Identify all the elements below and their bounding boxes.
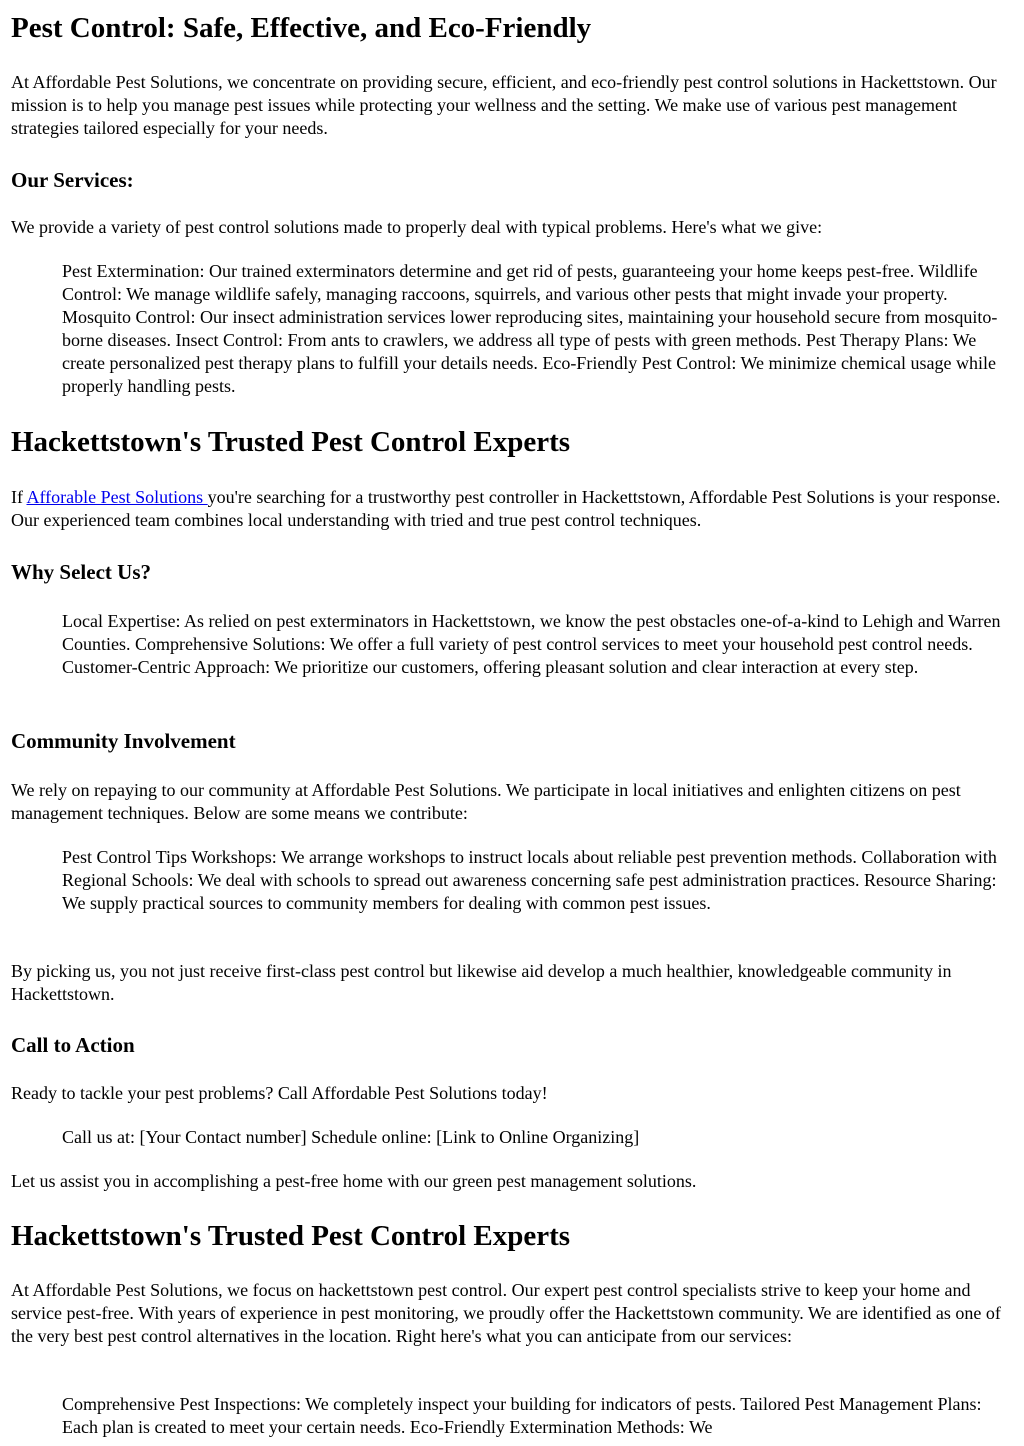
intro-paragraph: At Affordable Pest Solutions, we concentrate on providing secure, efficient, and eco-friendly pest control solutions in Hackettstown. Our mission is to help you manage pest issues while protecting your wellness and the setting. We make use of various pest management strategies tailored especially for your needs. (11, 72, 997, 138)
experts-paragraph-2: At Affordable Pest Solutions, we focus on hackettstown pest control. Our expert pest control specialists strive to keep your home and service pest-free. With years of experience in pest monitoring, we proudly offer the Hackettstown community. We are identified as one of the very best pest control alternatives in the location. Right here's what you can anticipate from our services: (11, 1280, 1001, 1346)
experts-rest: you're searching for a trustworthy pest controller in Hackettstown, Affordable Pest Solutions is your response. Our experienced team combines local understanding with tried and true pest control techniques. (11, 487, 1001, 530)
community-heading: Community Involvement (11, 729, 236, 753)
affordable-pest-solutions-link[interactable]: Afforable Pest Solutions (26, 487, 208, 507)
cta-outro: Let us assist you in accomplishing a pest-free home with our green pest management solutions. (11, 1171, 697, 1191)
experts-heading-2: Hackettstown's Trusted Pest Control Experts (11, 1220, 571, 1252)
community-outro: By picking us, you not just receive first-class pest control but likewise aid develop a much healthier, knowledgeable community in Hackettstown. (11, 961, 952, 1004)
community-intro: We rely on repaying to our community at Affordable Pest Solutions. We participate in local initiatives and enlighten citizens on pest management techniques. Below are some means we contribute: (11, 780, 961, 823)
cta-contact: Call us at: [Your Contact number] Schedule online: [Link to Online Organizing] (62, 1127, 640, 1147)
why-heading: Why Select Us? (11, 560, 151, 584)
page-title: Pest Control: Safe, Effective, and Eco-Friendly (11, 12, 592, 44)
experts-heading-1: Hackettstown's Trusted Pest Control Experts (11, 426, 571, 458)
services-list: Pest Extermination: Our trained exterminators determine and get rid of pests, guaranteeing your home keeps pest-free. Wildlife Control: We manage wildlife safely, managing raccoons, squirrels, and various other pests that might invade your property. Mosquito Control: Our insect administration services lower reproducing sites, maintaining your household secure from mosquito-borne diseases. Insect Control: From ants to crawlers, we address all type of pests with green methods. Pest Therapy Plans: We create personalized pest therapy plans to fulfill your details needs. Eco-Friendly Pest Control: We minimize chemical usage while properly handling pests. (62, 261, 998, 396)
services-heading: Our Services: (11, 168, 134, 192)
cta-intro: Ready to tackle your pest problems? Call Affordable Pest Solutions today! (11, 1083, 548, 1103)
experts-lead: If (11, 487, 27, 507)
community-list: Pest Control Tips Workshops: We arrange workshops to instruct locals about reliable pest prevention methods. Collaboration with Regional Schools: We deal with schools to spread out awareness concerning safe pest administration practices. Resource Sharing: We supply practical sources to community members for dealing with common pest issues. (62, 847, 997, 913)
cta-heading: Call to Action (11, 1033, 135, 1057)
services-intro: We provide a variety of pest control solutions made to properly deal with typical problems. Here's what we give: (11, 217, 823, 237)
experts-list-2: Comprehensive Pest Inspections: We completely inspect your building for indicators of pests. Tailored Pest Management Plans: Each plan is created to meet your certain needs. Eco-Friendly Extermination Methods: We (62, 1394, 982, 1437)
why-list: Local Expertise: As relied on pest exterminators in Hackettstown, we know the pest obstacles one-of-a-kind to Lehigh and Warren Counties. Comprehensive Solutions: We offer a full variety of pest control services to meet your household pest control needs. Customer-Centric Approach: We prioritize our customers, offering pleasant solution and clear interaction at every step. (62, 611, 1001, 677)
experts-paragraph-1 (11, 486, 1013, 532)
